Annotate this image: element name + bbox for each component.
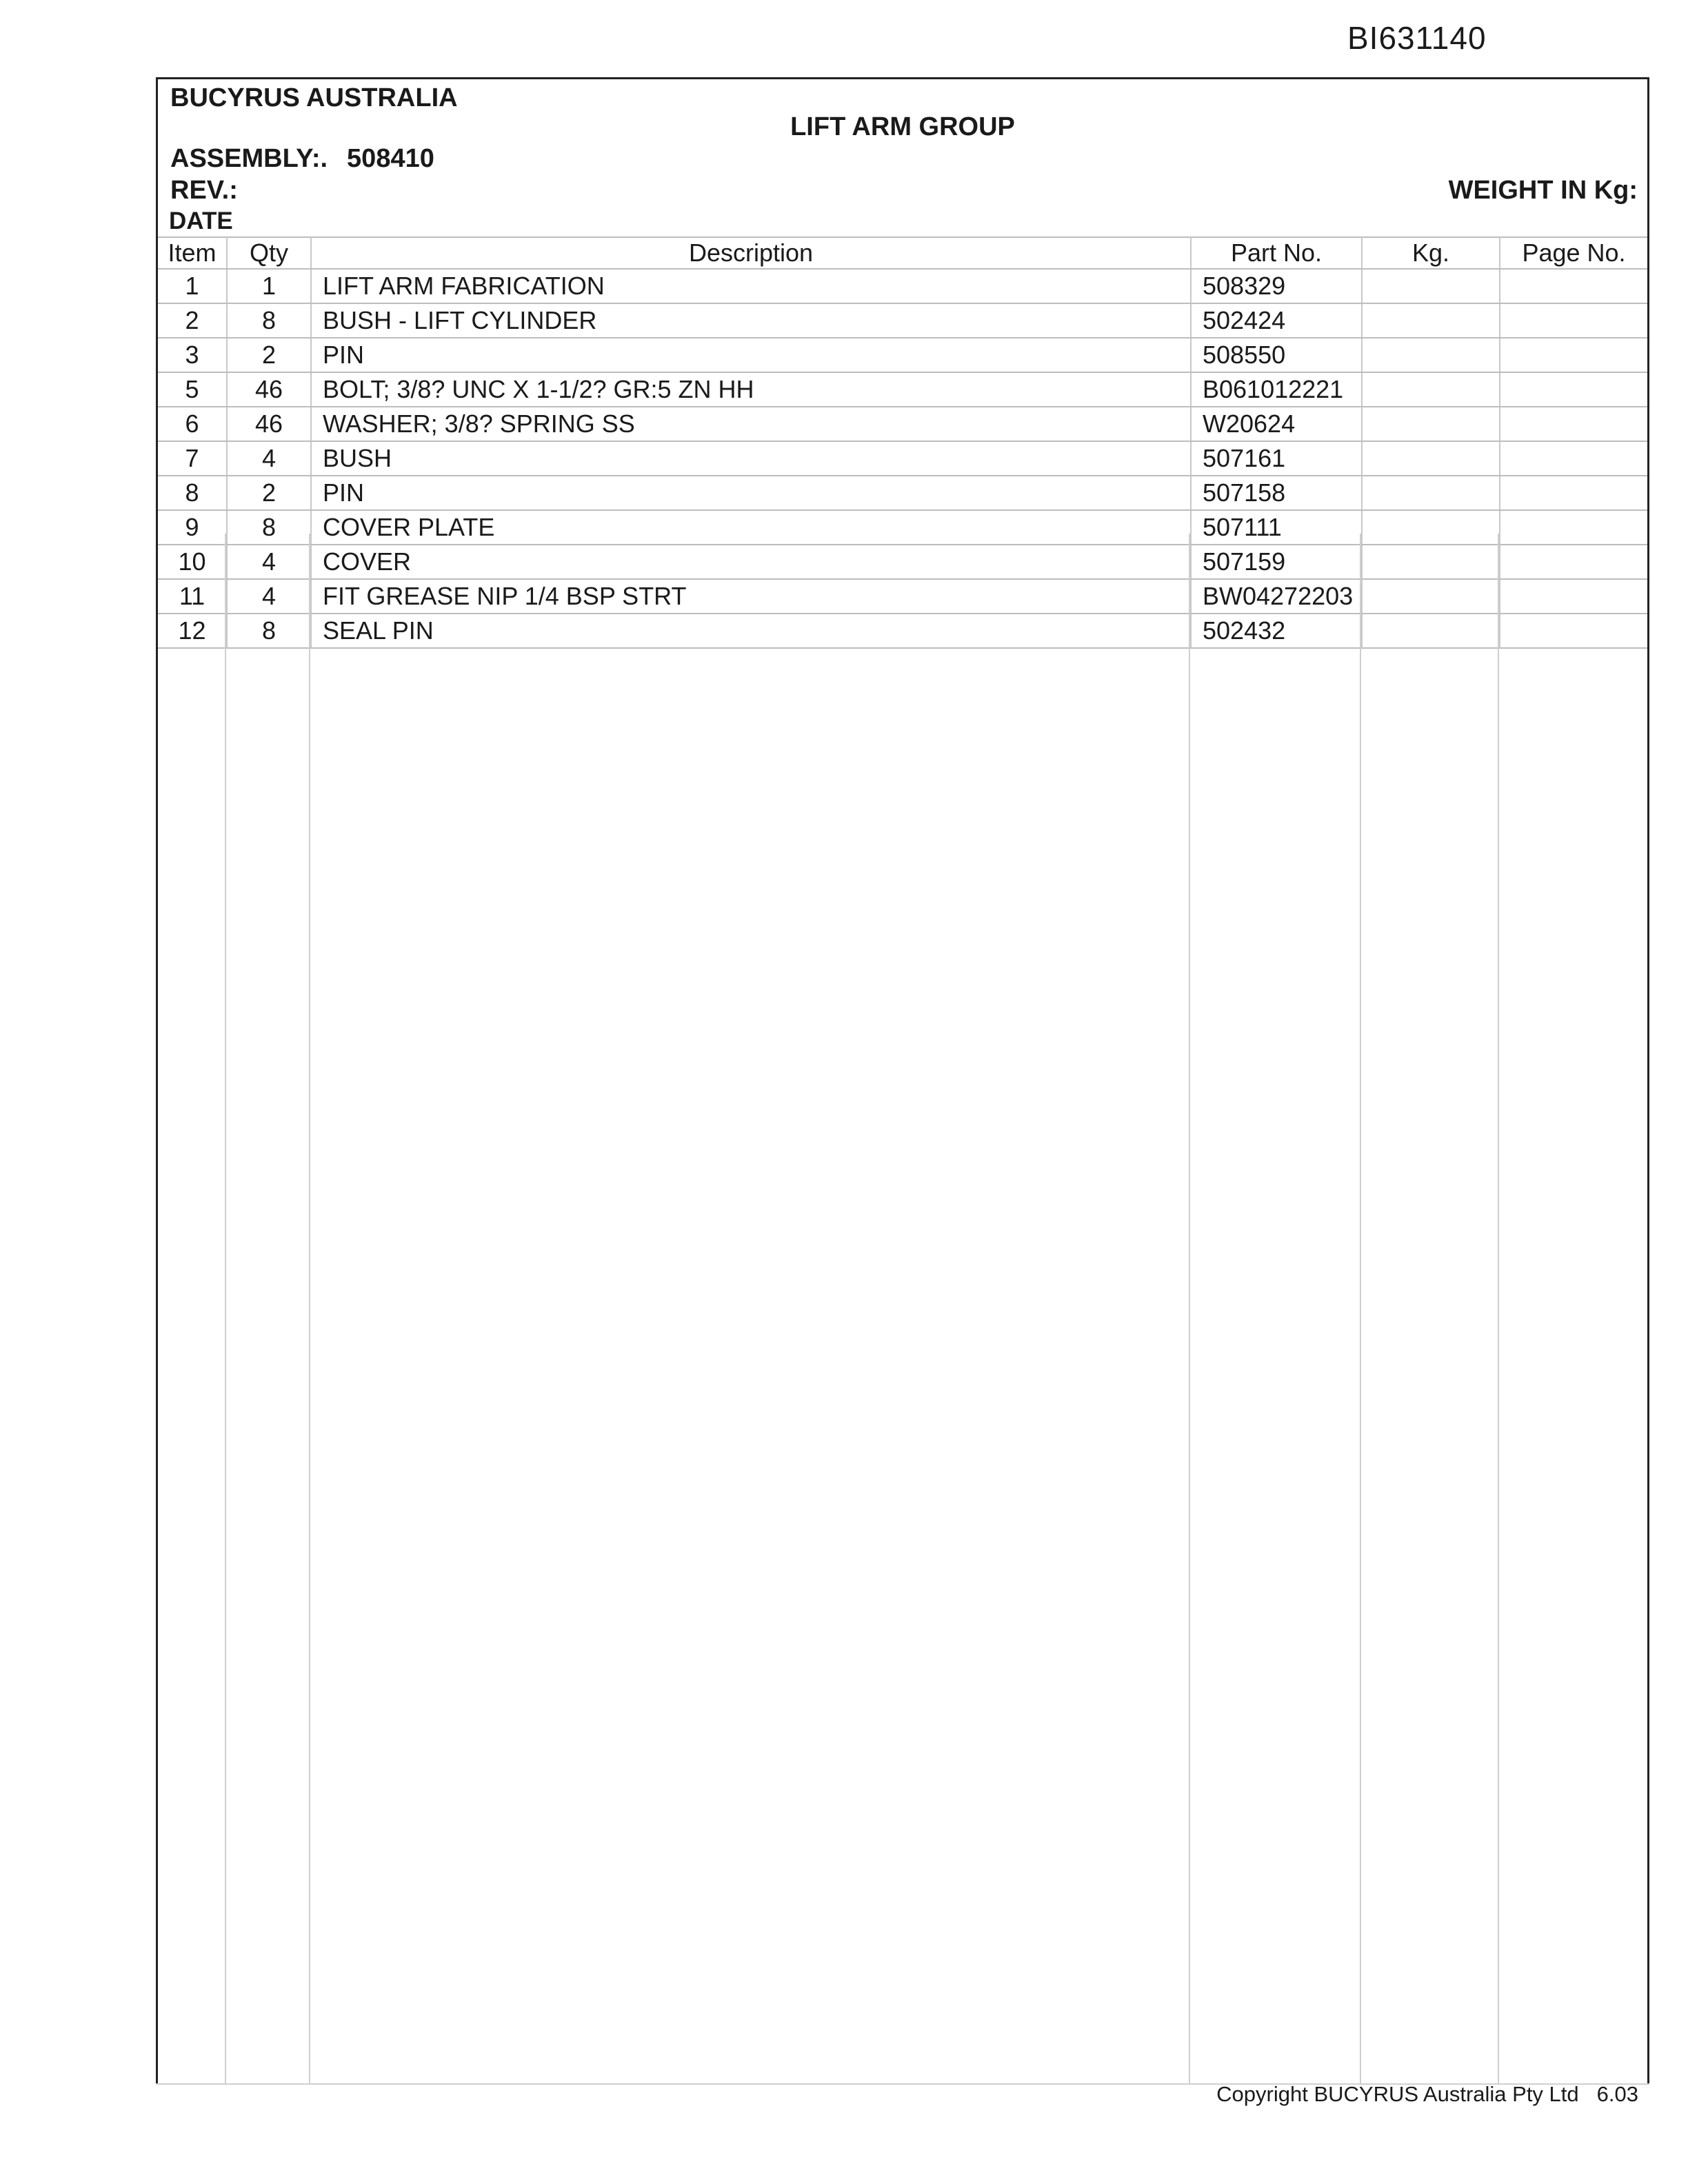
table-row: [158, 510, 1647, 545]
weight-cell: [1362, 303, 1500, 338]
weight-cell: [1362, 579, 1500, 614]
page-number-cell: [1500, 269, 1647, 303]
description-cell: BUSH - LIFT CYLINDER: [311, 303, 1191, 338]
quantity-cell: 8: [227, 614, 311, 648]
parts-table-body: [158, 269, 1647, 648]
page-number-cell: [1500, 510, 1647, 545]
part-number-cell: BW04272203: [1191, 579, 1362, 614]
page-number-cell: [1500, 338, 1647, 372]
item-number-cell: 6: [158, 407, 227, 441]
quantity-cell: 4: [227, 545, 311, 579]
column-header-description: Description: [311, 237, 1191, 269]
column-divider-item: [225, 534, 226, 2085]
table-row: [158, 579, 1647, 614]
description-cell: COVER PLATE: [311, 510, 1191, 545]
assembly-label: ASSEMBLY:.: [170, 144, 328, 173]
column-header-part-no: Part No.: [1191, 237, 1362, 269]
quantity-cell: 2: [227, 476, 311, 510]
table-row: [158, 441, 1647, 476]
part-number-cell: 507159: [1191, 545, 1362, 579]
item-number-cell: 12: [158, 614, 227, 648]
quantity-cell: 4: [227, 579, 311, 614]
page-number-cell: [1500, 372, 1647, 407]
weight-cell: [1362, 545, 1500, 579]
company-name: BUCYRUS AUSTRALIA: [170, 83, 458, 112]
assembly-number: 508410: [347, 144, 434, 173]
page-number-cell: [1500, 579, 1647, 614]
weight-cell: [1362, 614, 1500, 648]
page-number-cell: [1500, 407, 1647, 441]
quantity-cell: 46: [227, 407, 311, 441]
quantity-cell: 1: [227, 269, 311, 303]
column-divider-description: [1189, 534, 1190, 2085]
table-row: [158, 614, 1647, 648]
description-cell: COVER: [311, 545, 1191, 579]
page-number-cell: [1500, 441, 1647, 476]
parts-table: [158, 236, 1647, 649]
page-number-cell: [1500, 614, 1647, 648]
quantity-cell: 4: [227, 441, 311, 476]
table-row: [158, 407, 1647, 441]
description-cell: BUSH: [311, 441, 1191, 476]
weight-cell: [1362, 441, 1500, 476]
column-divider-kg: [1498, 534, 1499, 2085]
group-title: LIFT ARM GROUP: [790, 112, 1015, 141]
part-number-cell: 502424: [1191, 303, 1362, 338]
item-number-cell: 3: [158, 338, 227, 372]
description-cell: BOLT; 3/8? UNC X 1-1/2? GR:5 ZN HH: [311, 372, 1191, 407]
quantity-cell: 46: [227, 372, 311, 407]
weight-cell: [1362, 269, 1500, 303]
column-divider-part-no: [1360, 534, 1361, 2085]
column-divider-qty: [309, 534, 310, 2085]
column-header-kg: Kg.: [1362, 237, 1500, 269]
description-cell: WASHER; 3/8? SPRING SS: [311, 407, 1191, 441]
column-header-qty: Qty: [227, 237, 311, 269]
item-number-cell: 5: [158, 372, 227, 407]
part-number-cell: 507158: [1191, 476, 1362, 510]
item-number-cell: 8: [158, 476, 227, 510]
part-number-cell: 507161: [1191, 441, 1362, 476]
weight-label: WEIGHT IN Kg:: [1448, 176, 1638, 205]
column-header-page-no: Page No.: [1500, 237, 1647, 269]
part-number-cell: B061012221: [1191, 372, 1362, 407]
copyright-footer: [1216, 2082, 1638, 2107]
rev-label: REV.:: [170, 176, 238, 205]
assembly-line: [170, 144, 434, 174]
description-cell: PIN: [311, 338, 1191, 372]
date-label: DATE: [169, 208, 233, 234]
weight-cell: [1362, 407, 1500, 441]
description-cell: SEAL PIN: [311, 614, 1191, 648]
item-number-cell: 7: [158, 441, 227, 476]
table-row: [158, 545, 1647, 579]
column-header-item: Item: [158, 237, 227, 269]
weight-cell: [1362, 372, 1500, 407]
parts-list-frame: [156, 77, 1649, 2085]
table-row: [158, 338, 1647, 372]
weight-cell: [1362, 510, 1500, 545]
quantity-cell: 2: [227, 338, 311, 372]
quantity-cell: 8: [227, 510, 311, 545]
description-cell: PIN: [311, 476, 1191, 510]
page-number-cell: [1500, 476, 1647, 510]
table-row: [158, 303, 1647, 338]
version-number: 6.03: [1596, 2082, 1638, 2106]
item-number-cell: 1: [158, 269, 227, 303]
part-number-cell: 508550: [1191, 338, 1362, 372]
quantity-cell: 8: [227, 303, 311, 338]
table-row: [158, 476, 1647, 510]
part-number-cell: 507111: [1191, 510, 1362, 545]
part-number-cell: 508329: [1191, 269, 1362, 303]
description-cell: FIT GREASE NIP 1/4 BSP STRT: [311, 579, 1191, 614]
page-number-cell: [1500, 303, 1647, 338]
item-number-cell: 10: [158, 545, 227, 579]
description-cell: LIFT ARM FABRICATION: [311, 269, 1191, 303]
item-number-cell: 9: [158, 510, 227, 545]
table-row: [158, 269, 1647, 303]
part-number-cell: 502432: [1191, 614, 1362, 648]
document-id: BI631140: [1347, 20, 1487, 56]
item-number-cell: 11: [158, 579, 227, 614]
page-number-cell: [1500, 545, 1647, 579]
table-row: [158, 372, 1647, 407]
item-number-cell: 2: [158, 303, 227, 338]
copyright-text: Copyright BUCYRUS Australia Pty Ltd: [1216, 2082, 1579, 2106]
weight-cell: [1362, 476, 1500, 510]
part-number-cell: W20624: [1191, 407, 1362, 441]
weight-cell: [1362, 338, 1500, 372]
table-header-row: [158, 237, 1647, 269]
